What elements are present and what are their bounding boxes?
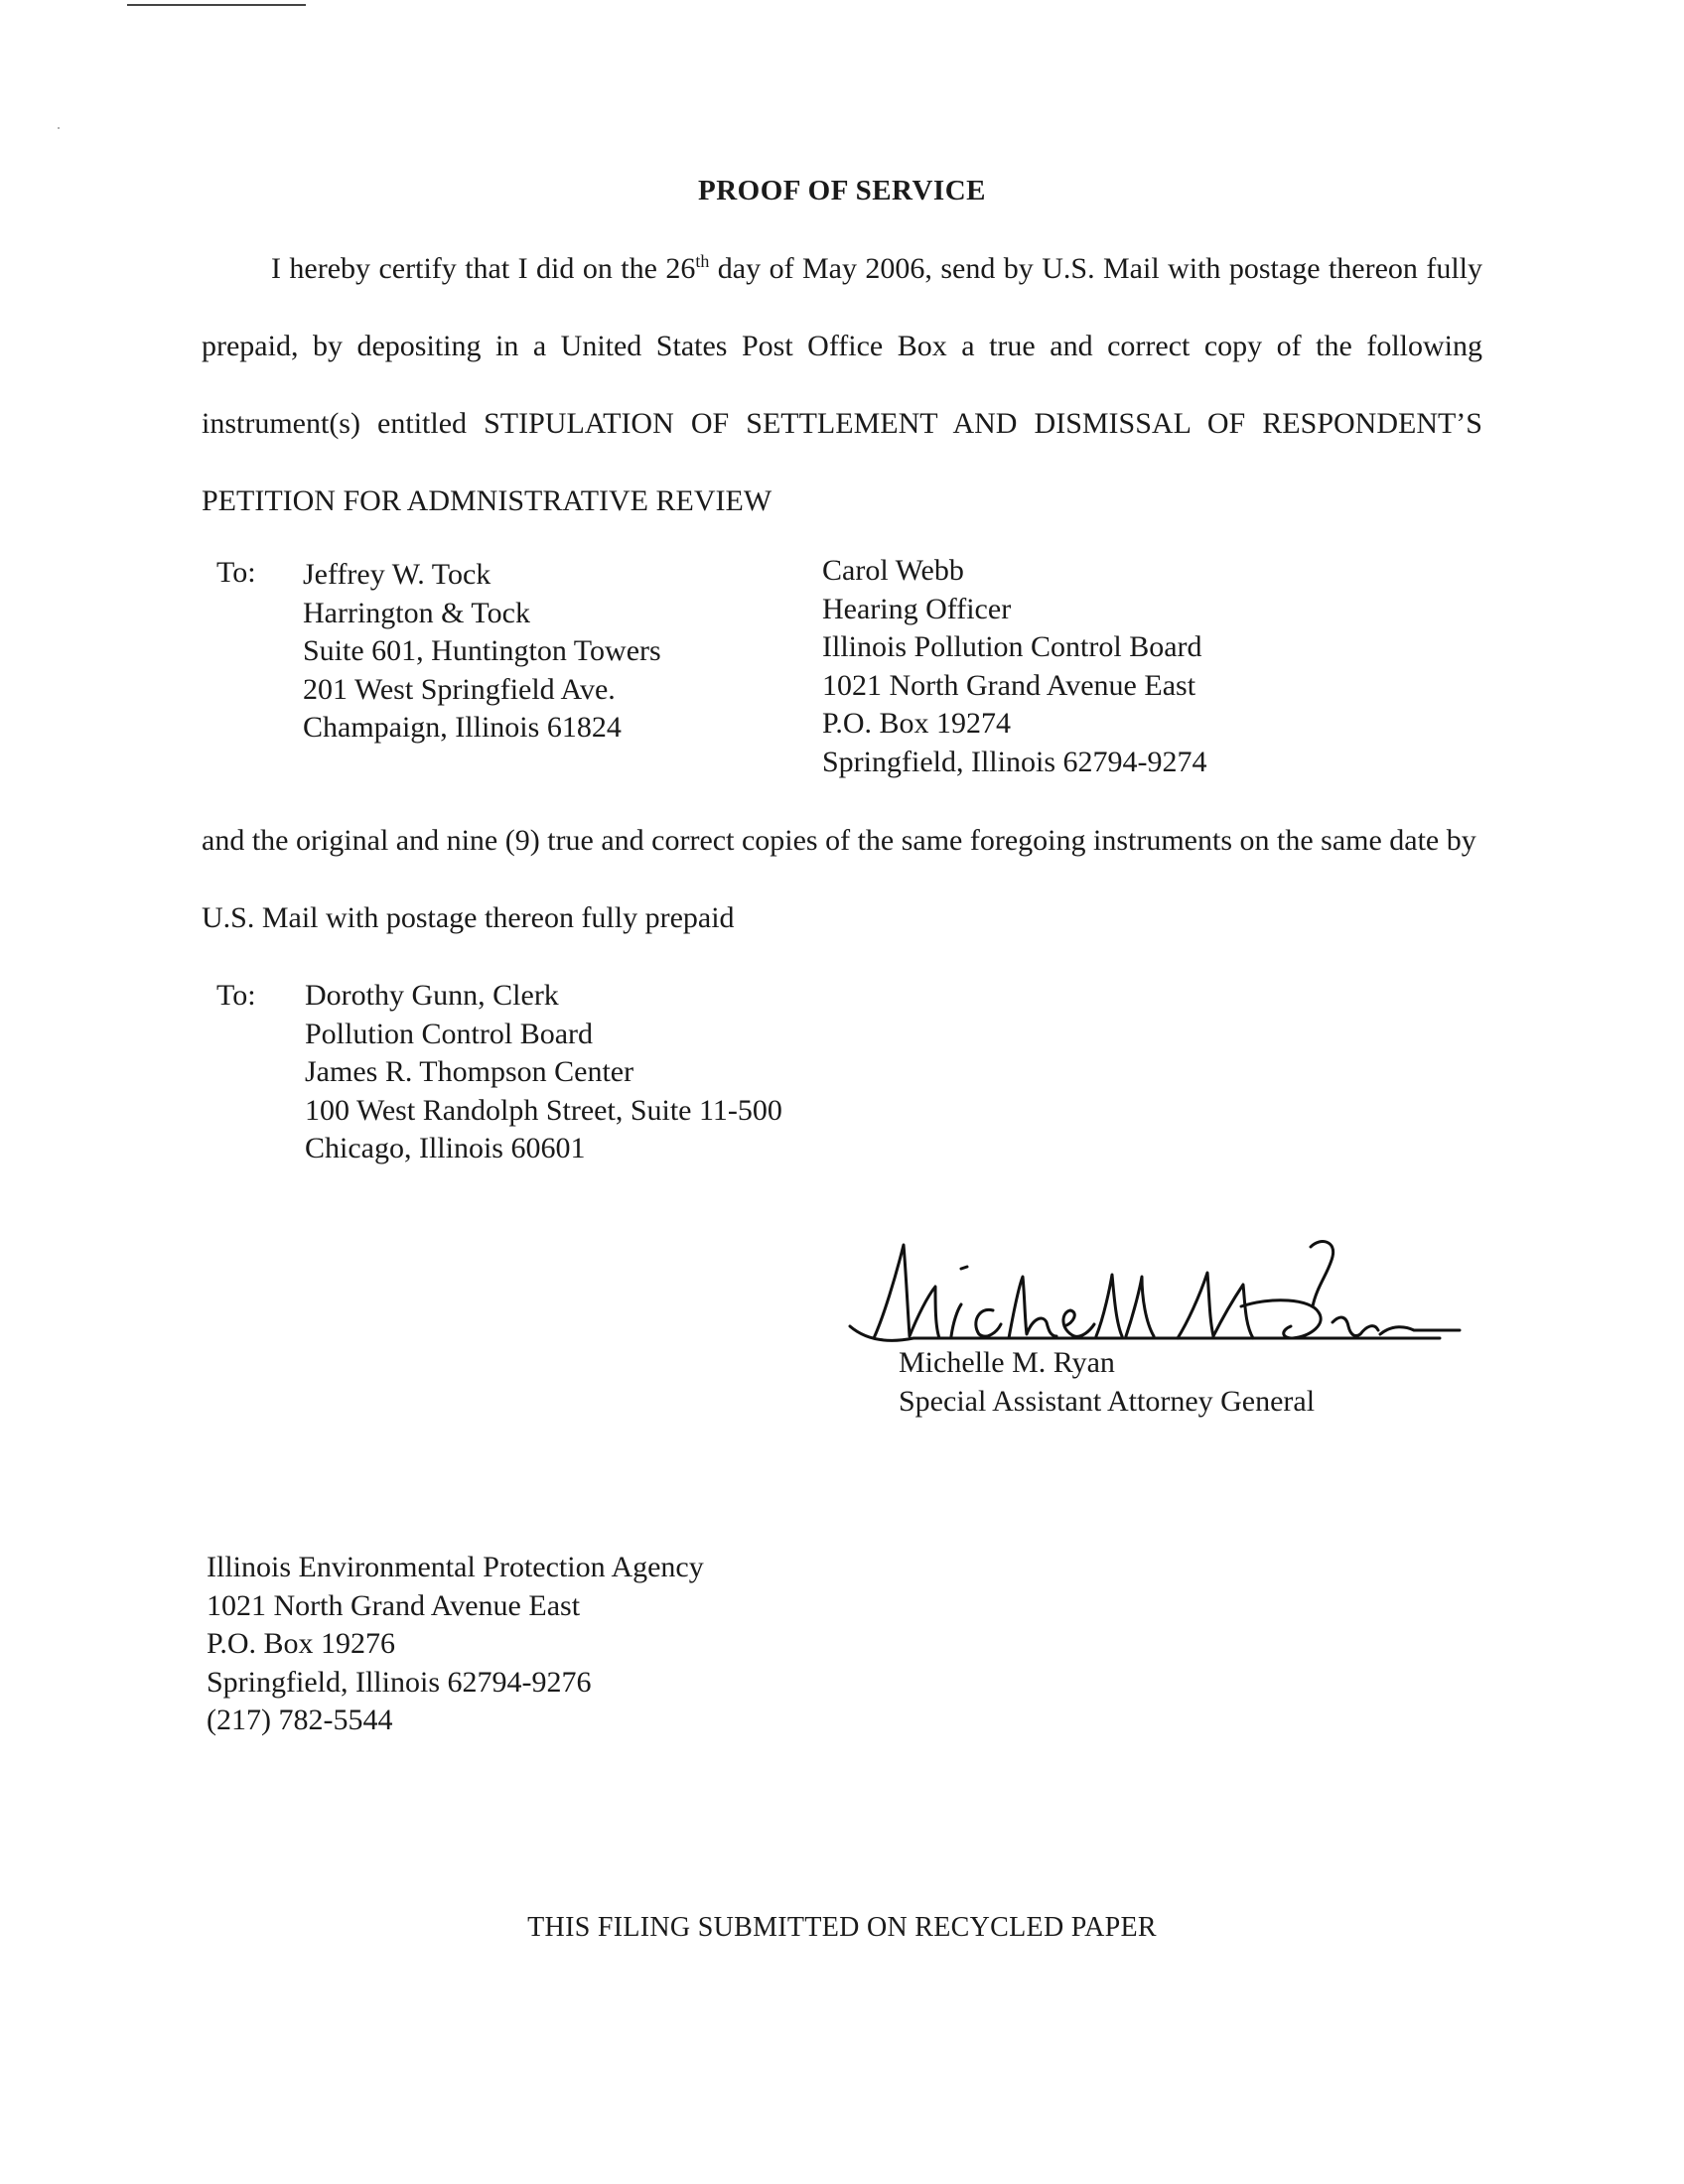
to-label-second: To: bbox=[216, 979, 256, 1012]
address-line: Champaign, Illinois 61824 bbox=[303, 711, 622, 744]
address-line: P.O. Box 19274 bbox=[822, 707, 1012, 740]
agency-line: Springfield, Illinois 62794-9276 bbox=[207, 1665, 592, 1699]
address-line: Jeffrey W. Tock bbox=[303, 558, 491, 591]
recycled-paper-footer: THIS FILING SUBMITTED ON RECYCLED PAPER bbox=[527, 1912, 1157, 1943]
recipient-address-webb bbox=[822, 552, 1206, 781]
address-line: 201 West Springfield Ave. bbox=[303, 672, 616, 706]
address-line: 1021 North Grand Avenue East bbox=[822, 668, 1196, 702]
scan-speck bbox=[58, 127, 60, 129]
agency-phone: (217) 782-5544 bbox=[207, 1704, 393, 1736]
address-line: James R. Thompson Center bbox=[305, 1055, 634, 1088]
top-rule bbox=[127, 4, 306, 6]
address-line: Harrington & Tock bbox=[303, 596, 530, 629]
address-line: Pollution Control Board bbox=[305, 1017, 594, 1050]
address-line: Suite 601, Huntington Towers bbox=[303, 634, 661, 667]
agency-line: Illinois Environmental Protection Agency bbox=[207, 1551, 704, 1583]
signer-block bbox=[899, 1344, 1315, 1421]
signer-title: Special Assistant Attorney General bbox=[899, 1384, 1316, 1418]
ordinal-suffix: th bbox=[695, 251, 710, 271]
recipient-address-clerk bbox=[305, 977, 782, 1168]
address-line: Hearing Officer bbox=[822, 592, 1012, 625]
signer-name: Michelle M. Ryan bbox=[899, 1346, 1115, 1379]
certification-text-end: day of May 2006, send by U.S. Mail with postage thereon fully prepaid, by depositing in a United States Post Office Box a true and correct copy of the following instrument(s) entitled STIPULATION OF SETTLEMENT AND DISMISSAL OF RESPONDENT’S PETITION FOR ADMNISTRATIVE REVIEW bbox=[202, 252, 1483, 517]
address-line: Carol Webb bbox=[822, 554, 964, 587]
agency-line: P.O. Box 19276 bbox=[207, 1627, 396, 1660]
address-line: 100 West Randolph Street, Suite 11-500 bbox=[305, 1093, 782, 1127]
certification-paragraph bbox=[202, 230, 1482, 540]
originals-paragraph: and the original and nine (9) true and correct copies of the same foregoing instruments on the same date by U.S. Mail with postage thereon fully prepaid bbox=[202, 824, 1476, 934]
address-line: Springfield, Illinois 62794-9274 bbox=[822, 745, 1207, 778]
certification-text-start: I hereby certify that I did on the 26 bbox=[271, 252, 696, 285]
address-line: Chicago, Illinois 60601 bbox=[305, 1132, 586, 1164]
address-line: Dorothy Gunn, Clerk bbox=[305, 979, 559, 1012]
recipient-address-tock bbox=[303, 556, 661, 748]
agency-line: 1021 North Grand Avenue East bbox=[207, 1588, 581, 1622]
to-label-first: To: bbox=[216, 556, 256, 589]
agency-address bbox=[207, 1549, 704, 1740]
document-title: PROOF OF SERVICE bbox=[697, 175, 986, 206]
address-line: Illinois Pollution Control Board bbox=[822, 630, 1202, 663]
